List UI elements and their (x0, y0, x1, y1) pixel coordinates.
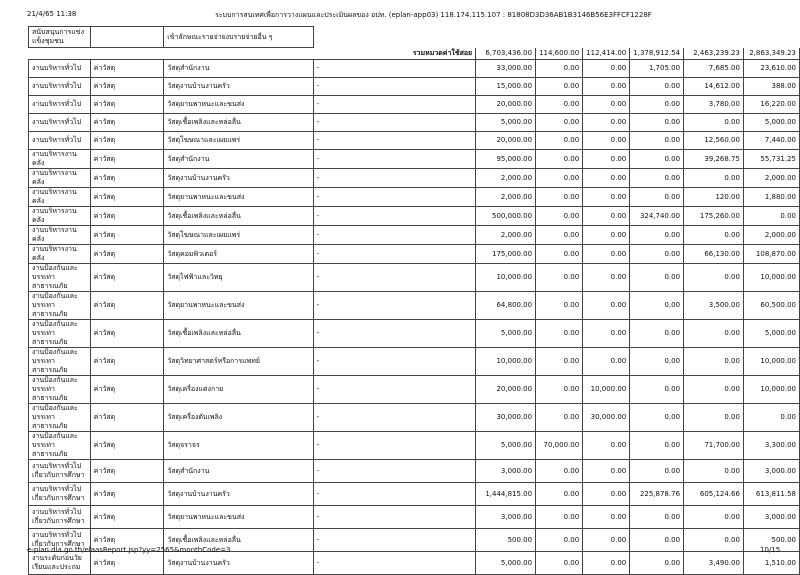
value-cell: 175,260.00 (684, 207, 744, 226)
value-cell: 3,000.00 (743, 506, 799, 529)
plan-cell: งานป้องกันและบรรเทาสาธารณภัย (29, 264, 91, 292)
value-cell: 0.00 (536, 376, 583, 404)
item-cell: วัสดุงานบ้านงานครัว (164, 78, 313, 96)
dash-cell: - (313, 60, 475, 78)
table-row (29, 264, 800, 292)
value-cell: 2,000.00 (743, 169, 799, 188)
table-row (29, 226, 800, 245)
table-row (29, 96, 800, 114)
value-cell: 0.00 (583, 169, 630, 188)
value-cell: 0.00 (630, 292, 684, 320)
item-cell: วัสดุยานพาหนะและขนส่ง (164, 292, 313, 320)
value-cell: 0.00 (536, 529, 583, 552)
value-cell: 0.00 (583, 245, 630, 264)
item-cell: วัสดุสำนักงาน (164, 150, 313, 169)
value-cell: 1,444,815.00 (476, 483, 536, 506)
type-cell: ค่าวัสดุ (90, 432, 164, 460)
value-cell: 0.00 (536, 506, 583, 529)
item-cell: วัสดุยานพาหนะและขนส่ง (164, 506, 313, 529)
table-row (29, 320, 800, 348)
value-cell: 12,560.00 (684, 132, 744, 150)
value-cell: 0.00 (583, 292, 630, 320)
value-cell: 0.00 (630, 132, 684, 150)
value-cell: 5,000.00 (476, 114, 536, 132)
value-cell: 23,610.00 (743, 60, 799, 78)
value-cell: 0.00 (684, 529, 744, 552)
type-cell: ค่าวัสดุ (90, 320, 164, 348)
table-row (29, 348, 800, 376)
type-cell: ค่าวัสดุ (90, 78, 164, 96)
value-cell: 0.00 (684, 404, 744, 432)
value-cell: 0.00 (743, 207, 799, 226)
value-cell: 10,000.00 (583, 376, 630, 404)
value-cell: 1,705.00 (630, 60, 684, 78)
table-row (29, 404, 800, 432)
table-row (29, 60, 800, 78)
value-cell: 0.00 (684, 264, 744, 292)
value-cell: 605,124.66 (684, 483, 744, 506)
value-cell: 2,000.00 (476, 169, 536, 188)
dash-cell: - (313, 264, 475, 292)
value-cell: 0.00 (684, 506, 744, 529)
table-row (29, 460, 800, 483)
value-cell: 2,000.00 (743, 226, 799, 245)
value-cell: 0.00 (630, 150, 684, 169)
dash-cell: - (313, 114, 475, 132)
value-cell: 2,000.00 (476, 188, 536, 207)
table-row (29, 132, 800, 150)
dash-cell: - (313, 404, 475, 432)
item-cell: วัสดุงานบ้านงานครัว (164, 169, 313, 188)
value-cell: 0.00 (536, 207, 583, 226)
value-cell: 0.00 (583, 78, 630, 96)
type-cell: ค่าวัสดุ (90, 150, 164, 169)
value-cell: 0.00 (536, 78, 583, 96)
value-cell: 0.00 (583, 207, 630, 226)
table-row (29, 78, 800, 96)
type-cell: ค่าวัสดุ (90, 552, 164, 575)
value-cell: 0.00 (583, 483, 630, 506)
value-cell: 0.00 (536, 188, 583, 207)
value-cell: 0.00 (536, 348, 583, 376)
value-cell: 0.00 (630, 78, 684, 96)
value-cell: 10,000.00 (743, 264, 799, 292)
dash-cell: - (313, 483, 475, 506)
value-cell: 15,000.00 (476, 78, 536, 96)
value-cell: 175,000.00 (476, 245, 536, 264)
value-cell: 3,000.00 (476, 460, 536, 483)
value-cell: 3,490.00 (684, 552, 744, 575)
table-row (29, 150, 800, 169)
value-cell: 0.00 (583, 529, 630, 552)
value-cell: 0.00 (743, 404, 799, 432)
table-row (29, 169, 800, 188)
dash-cell: - (313, 292, 475, 320)
value-cell: 20,000.00 (476, 376, 536, 404)
table-row (29, 552, 800, 575)
value-cell: 0.00 (583, 264, 630, 292)
value-cell: 0.00 (536, 114, 583, 132)
value-cell: 14,612.00 (684, 78, 744, 96)
value-cell: 0.00 (583, 150, 630, 169)
value-cell: 613,811.58 (743, 483, 799, 506)
value-cell: 0.00 (536, 169, 583, 188)
value-cell: 0.00 (630, 404, 684, 432)
dash-cell: - (313, 552, 475, 575)
value-cell: 0.00 (630, 348, 684, 376)
item-cell: วัสดุเครื่องดับเพลิง (164, 404, 313, 432)
value-cell: 0.00 (630, 96, 684, 114)
value-cell: 0.00 (583, 432, 630, 460)
type-cell: ค่าวัสดุ (90, 188, 164, 207)
page-header (0, 10, 800, 24)
value-cell: 0.00 (630, 552, 684, 575)
table-row (29, 432, 800, 460)
value-cell: 3,000.00 (743, 460, 799, 483)
type-cell: ค่าวัสดุ (90, 207, 164, 226)
table-row (29, 506, 800, 529)
dash-cell: - (313, 376, 475, 404)
plan-cell: งานบริหารทั่วไป (29, 96, 91, 114)
value-cell: 3,300.00 (743, 432, 799, 460)
value-cell: 1,510.00 (743, 552, 799, 575)
value-cell: 120.00 (684, 188, 744, 207)
type-cell: ค่าวัสดุ (90, 169, 164, 188)
value-cell: 500.00 (743, 529, 799, 552)
value-cell: 0.00 (536, 292, 583, 320)
value-cell: 5,000.00 (476, 552, 536, 575)
table-row (29, 114, 800, 132)
table-row (29, 188, 800, 207)
total-value: 1,378,912.54 (630, 48, 684, 60)
table-row (29, 483, 800, 506)
value-cell: 10,000.00 (743, 376, 799, 404)
total-value: 2,463,239.23 (684, 48, 744, 60)
type-cell: ค่าวัสดุ (90, 96, 164, 114)
value-cell: 0.00 (536, 96, 583, 114)
type-cell: ค่าวัสดุ (90, 483, 164, 506)
value-cell: 0.00 (684, 169, 744, 188)
value-cell: 0.00 (536, 150, 583, 169)
item-cell: วัสดุจราจร (164, 432, 313, 460)
type-cell: ค่าวัสดุ (90, 376, 164, 404)
value-cell: 0.00 (583, 96, 630, 114)
item-cell: วัสดุงานบ้านงานครัว (164, 552, 313, 575)
value-cell: 0.00 (583, 114, 630, 132)
item-cell: วัสดุโฆษณาและเผยแพร่ (164, 132, 313, 150)
value-cell: 10,000.00 (743, 348, 799, 376)
total-label: รวมหมวดค่าใช้สอย (412, 49, 473, 57)
dash-cell: - (313, 226, 475, 245)
value-cell: 30,000.00 (476, 404, 536, 432)
item-cell: วัสดุสำนักงาน (164, 60, 313, 78)
plan-cell: งานบริหารงานคลัง (29, 188, 91, 207)
value-cell: 0.00 (583, 460, 630, 483)
plan-cell: งานระดับก่อนวัยเรียนและประถม (29, 552, 91, 575)
plan-cell: งานบริหารทั่วไปเกี่ยวกับการศึกษา (29, 460, 91, 483)
item-cell: วัสดุงานบ้านงานครัว (164, 483, 313, 506)
value-cell: 5,000.00 (476, 320, 536, 348)
value-cell: 10,000.00 (476, 264, 536, 292)
value-cell: 0.00 (684, 226, 744, 245)
plan-cell: งานป้องกันและบรรเทาสาธารณภัย (29, 432, 91, 460)
value-cell: 0.00 (583, 132, 630, 150)
item-cell: วัสดุยานพาหนะและขนส่ง (164, 96, 313, 114)
plan-cell: งานป้องกันและบรรเทาสาธารณภัย (29, 376, 91, 404)
type-cell: ค่าวัสดุ (90, 460, 164, 483)
value-cell: 0.00 (630, 245, 684, 264)
plan-cell: งานบริหารทั่วไปเกี่ยวกับการศึกษา (29, 529, 91, 552)
item-cell: วัสดุเชื้อเพลิงและหล่อลื่น (164, 207, 313, 226)
item-cell: วัสดุสำนักงาน (164, 460, 313, 483)
value-cell: 60,500.00 (743, 292, 799, 320)
value-cell: 0.00 (536, 404, 583, 432)
top-partial-row (29, 27, 800, 48)
value-cell: 0.00 (684, 114, 744, 132)
value-cell: 20,000.00 (476, 96, 536, 114)
value-cell: 0.00 (630, 376, 684, 404)
plan-cell: งานบริหารงานคลัง (29, 245, 91, 264)
value-cell: 0.00 (536, 320, 583, 348)
plan-cell: งานบริหารทั่วไป (29, 60, 91, 78)
value-cell: 71,700.00 (684, 432, 744, 460)
plan-cell: งานป้องกันและบรรเทาสาธารณภัย (29, 348, 91, 376)
plan-cell: งานป้องกันและบรรเทาสาธารณภัย (29, 320, 91, 348)
value-cell: 108,870.00 (743, 245, 799, 264)
value-cell: 5,000.00 (476, 432, 536, 460)
value-cell: 0.00 (630, 226, 684, 245)
page-number: 10/15 (760, 546, 781, 554)
value-cell: 0.00 (630, 264, 684, 292)
value-cell: 0.00 (536, 552, 583, 575)
plan-cell: งานบริหารงานคลัง (29, 169, 91, 188)
dash-cell: - (313, 460, 475, 483)
value-cell: 1,880.00 (743, 188, 799, 207)
value-cell: 0.00 (536, 60, 583, 78)
plan-cell: งานบริหารทั่วไป (29, 78, 91, 96)
value-cell: 0.00 (536, 264, 583, 292)
value-cell: 66,130.00 (684, 245, 744, 264)
value-cell: 500,000.00 (476, 207, 536, 226)
item-cell: วัสดุเชื้อเพลิงและหล่อลื่น (164, 114, 313, 132)
type-cell: ค่าวัสดุ (90, 348, 164, 376)
value-cell: 0.00 (536, 483, 583, 506)
value-cell: 0.00 (684, 320, 744, 348)
item-cell: วัสดุเชื้อเพลิงและหล่อลื่น (164, 529, 313, 552)
plan-cell: งานบริหารงานคลัง (29, 150, 91, 169)
type-cell: ค่าวัสดุ (90, 404, 164, 432)
value-cell: 500.00 (476, 529, 536, 552)
value-cell: 2,000.00 (476, 226, 536, 245)
value-cell: 64,800.00 (476, 292, 536, 320)
table-row (29, 207, 800, 226)
value-cell: 16,220.00 (743, 96, 799, 114)
item-cell: วัสดุวิทยาศาสตร์หรือการแพทย์ (164, 348, 313, 376)
plan-cell: งานบริหารทั่วไป (29, 132, 91, 150)
total-value: 112,414.00 (583, 48, 630, 60)
value-cell: 5,000.00 (743, 320, 799, 348)
dash-cell: - (313, 188, 475, 207)
plan-cell: งานบริหารทั่วไปเกี่ยวกับการศึกษา (29, 506, 91, 529)
value-cell: 39,268.75 (684, 150, 744, 169)
dash-cell: - (313, 207, 475, 226)
value-cell: 3,500.00 (684, 292, 744, 320)
dash-cell: - (313, 78, 475, 96)
type-cell: ค่าวัสดุ (90, 114, 164, 132)
value-cell: 0.00 (684, 348, 744, 376)
type-cell: ค่าวัสดุ (90, 60, 164, 78)
item-cell: วัสดุเครื่องแต่งกาย (164, 376, 313, 404)
value-cell: 0.00 (630, 320, 684, 348)
value-cell: 33,000.00 (476, 60, 536, 78)
value-cell: 388.00 (743, 78, 799, 96)
value-cell: 0.00 (630, 460, 684, 483)
value-cell: 70,000.00 (536, 432, 583, 460)
item-cell: วัสดุเชื้อเพลิงและหล่อลื่น (164, 320, 313, 348)
value-cell: 0.00 (684, 376, 744, 404)
report-title: ระบบการสนเทศเพื่อการวางแผนและประเมินผลของ อปท. (eplan-app03) 118.174.115.107 : 81808D3D36AB1B3146B56E3FFCF1228F (215, 11, 652, 19)
value-cell: 0.00 (583, 60, 630, 78)
value-cell: 7,440.00 (743, 132, 799, 150)
value-cell: 0.00 (630, 169, 684, 188)
plan-cell: งานบริหารงานคลัง (29, 226, 91, 245)
value-cell: 0.00 (583, 226, 630, 245)
value-cell: 0.00 (583, 552, 630, 575)
value-cell: 0.00 (583, 348, 630, 376)
value-cell: 10,000.00 (476, 348, 536, 376)
table-row (29, 376, 800, 404)
type-cell: ค่าวัสดุ (90, 226, 164, 245)
value-cell: 0.00 (583, 188, 630, 207)
dash-cell: - (313, 169, 475, 188)
dash-cell: - (313, 245, 475, 264)
value-cell: 0.00 (684, 460, 744, 483)
value-cell: 0.00 (583, 506, 630, 529)
type-cell: ค่าวัสดุ (90, 245, 164, 264)
value-cell: 3,780.00 (684, 96, 744, 114)
value-cell: 0.00 (630, 114, 684, 132)
print-date: 21/4/65 11:38 (27, 10, 77, 18)
value-cell: 0.00 (536, 460, 583, 483)
dash-cell: - (313, 348, 475, 376)
value-cell: 0.00 (630, 506, 684, 529)
type-cell: ค่าวัสดุ (90, 264, 164, 292)
value-cell: 0.00 (630, 188, 684, 207)
value-cell: 3,000.00 (476, 506, 536, 529)
plan-cell: งานบริหารทั่วไป (29, 114, 91, 132)
plan-cell: งานป้องกันและบรรเทาสาธารณภัย (29, 292, 91, 320)
item-cell: วัสดุไฟฟ้าและวิทยุ (164, 264, 313, 292)
value-cell: 55,731.25 (743, 150, 799, 169)
total-row (29, 48, 800, 60)
dash-cell: - (313, 432, 475, 460)
dash-cell: - (313, 150, 475, 169)
value-cell: 0.00 (630, 529, 684, 552)
plan-cell: งานป้องกันและบรรเทาสาธารณภัย (29, 404, 91, 432)
top-desc-cell: เข้าลักษณะรายจ่ายงบรายจ่ายอื่น ๆ (164, 27, 313, 48)
value-cell: 0.00 (583, 320, 630, 348)
value-cell: 0.00 (630, 432, 684, 460)
value-cell: 0.00 (536, 245, 583, 264)
table-row (29, 292, 800, 320)
footer-url: e-plan.dla.go.th/elaasReport.jsp?yy=2565&monthCode=3 (27, 546, 231, 554)
item-cell: วัสดุคอมพิวเตอร์ (164, 245, 313, 264)
budget-table (28, 26, 800, 575)
value-cell: 0.00 (536, 132, 583, 150)
value-cell: 0.00 (536, 226, 583, 245)
item-cell: วัสดุโฆษณาและเผยแพร่ (164, 226, 313, 245)
value-cell: 20,000.00 (476, 132, 536, 150)
value-cell: 225,878.76 (630, 483, 684, 506)
dash-cell: - (313, 529, 475, 552)
type-cell: ค่าวัสดุ (90, 506, 164, 529)
type-cell: ค่าวัสดุ (90, 529, 164, 552)
value-cell: 95,000.00 (476, 150, 536, 169)
table-row (29, 245, 800, 264)
plan-cell: งานบริหารทั่วไปเกี่ยวกับการศึกษา (29, 483, 91, 506)
type-cell: ค่าวัสดุ (90, 292, 164, 320)
value-cell: 30,000.00 (583, 404, 630, 432)
total-value: 114,600.00 (536, 48, 583, 60)
dash-cell: - (313, 506, 475, 529)
item-cell: วัสดุยานพาหนะและขนส่ง (164, 188, 313, 207)
total-value: 6,703,436.00 (476, 48, 536, 60)
dash-cell: - (313, 132, 475, 150)
value-cell: 5,000.00 (743, 114, 799, 132)
value-cell: 324,740.00 (630, 207, 684, 226)
dash-cell: - (313, 320, 475, 348)
dash-cell: - (313, 96, 475, 114)
top-plan-cell: สนับสนุนการแข่ง แข็งชุมชน (29, 27, 91, 48)
type-cell: ค่าวัสดุ (90, 132, 164, 150)
value-cell: 7,685.00 (684, 60, 744, 78)
total-value: 2,863,349.23 (743, 48, 799, 60)
plan-cell: งานบริหารงานคลัง (29, 207, 91, 226)
